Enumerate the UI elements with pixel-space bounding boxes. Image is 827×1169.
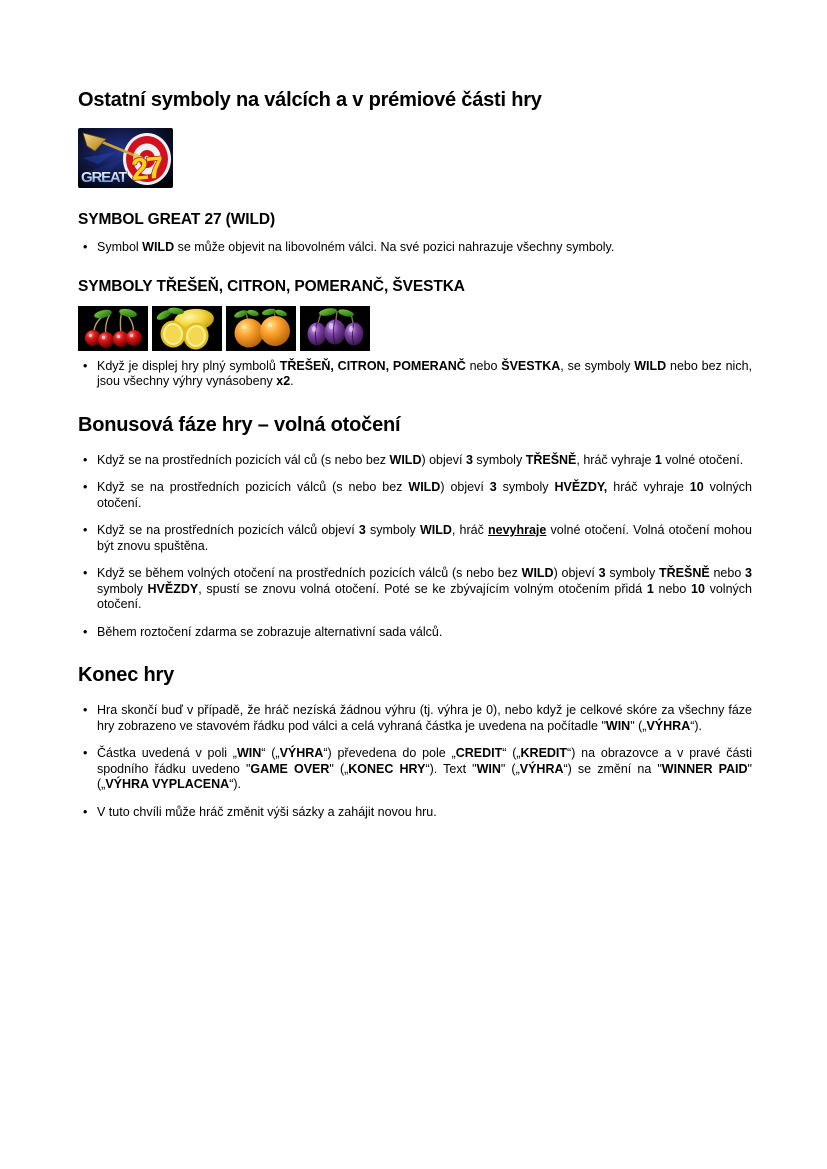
bullet-item <box>78 453 752 469</box>
end-bullet-list <box>78 703 752 820</box>
title-bonus-phase: Bonusová fáze hry – volná otočení <box>78 413 401 436</box>
bullet-text: • Symbol WILD se může objevit na libovolném válci. Na své pozici nahrazuje všechny symboly. <box>97 239 615 254</box>
bullet-text: • Když se na prostředních pozicích válců (s nebo bez WILD) objeví 3 symboly HVĚZDY, hráč vyhraje 10 volných otočení. <box>97 480 753 510</box>
bullet-text: • Částka uvedená v poli „WIN“ („VÝHRA“) převedena do pole „CREDIT“ („KREDIT“) na obrazovce a v pravé části spodního řádku uvedeno "GAME OVER" („KONEC HRY“). Text "WIN" („VÝHRA“) se změní na "WINNER PAID" („VÝHRA VYPLACENA“). <box>97 746 752 792</box>
bullet-item <box>78 703 752 734</box>
title-game-end: Konec hry <box>78 664 175 687</box>
document-content <box>78 88 752 832</box>
title-other-symbols: Ostatní symboly na válcích a v prémiové části hry <box>78 89 542 111</box>
bullet-text: • Když se během volných otočení na prostředních pozicích válců (s nebo bez WILD) objeví 3 symboly TŘEŠNĚ nebo 3 symboly HVĚZDY, spustí se znovu volná otočení. Poté se ke zbývajícím volným otočením přidá 1 nebo 10 volných otočení. <box>97 566 752 612</box>
bullet-text: • V tuto chvíli může hráč změnit výši sázky a zahájit novou hru. <box>97 804 437 819</box>
orange-symbol-image <box>226 306 296 351</box>
bullet-text: • Když se na prostředních pozicích válců objeví 3 symboly WILD, hráč nevyhraje volné otočení. Volná otočení mohou být znovu spuštěna. <box>97 523 752 553</box>
bullet-item <box>78 746 752 793</box>
plum-symbol-image <box>300 306 370 351</box>
bullet-item <box>78 240 752 256</box>
bullet-text: • Hra skončí buď v případě, že hráč nezíská žádnou výhru (tj. výhra je 0), nebo když je celkové skóre za všechny fáze hry zobrazeno ve stavovém řádku pod válci a celá vyhraná částka je uvedena na počítadle "WIN" („VÝHRA“). <box>97 703 752 733</box>
great-27-wild-symbol-image <box>78 128 173 188</box>
bullet-item <box>78 805 752 821</box>
heading-fruit-symbols: SYMBOLY TŘEŠEŇ, CITRON, POMERANČ, ŠVESTKA <box>78 278 465 296</box>
bullet-item <box>78 480 752 511</box>
bullet-item <box>78 523 752 554</box>
lemon-symbol-image <box>152 306 222 351</box>
fruits-bullet-list <box>78 359 752 390</box>
bullet-text: • Během roztočení zdarma se zobrazuje alternativní sada válců. <box>97 624 443 639</box>
plums-icon <box>300 306 370 351</box>
oranges-icon <box>226 306 296 351</box>
logo-text-great: GREAT <box>81 169 127 186</box>
cherries-icon <box>78 306 148 351</box>
fruit-symbols-row <box>78 306 752 351</box>
wild-bullet-list <box>78 240 752 256</box>
bullet-text: • Když je displej hry plný symbolů TŘEŠEŇ, CITRON, POMERANČ nebo ŠVESTKA, se symboly WILD nebo bez nich, jsou všechny výhry vynásobeny x2. <box>97 358 752 389</box>
bonus-bullet-list <box>78 453 752 641</box>
cherry-symbol-image <box>78 306 148 351</box>
bullet-item <box>78 625 752 641</box>
bullet-item <box>78 359 752 390</box>
great-27-logo-graphic <box>78 128 173 188</box>
bullet-text: • Když se na prostředních pozicích vál ců (s nebo bez WILD) objeví 3 symboly TŘEŠNĚ, hráč vyhraje 1 volné otočení. <box>97 452 744 467</box>
lemons-icon <box>152 306 222 351</box>
bullet-item <box>78 566 752 613</box>
heading-symbol-great27-wild: SYMBOL GREAT 27 (WILD) <box>78 211 276 228</box>
logo-text-27: 27 <box>129 149 164 188</box>
